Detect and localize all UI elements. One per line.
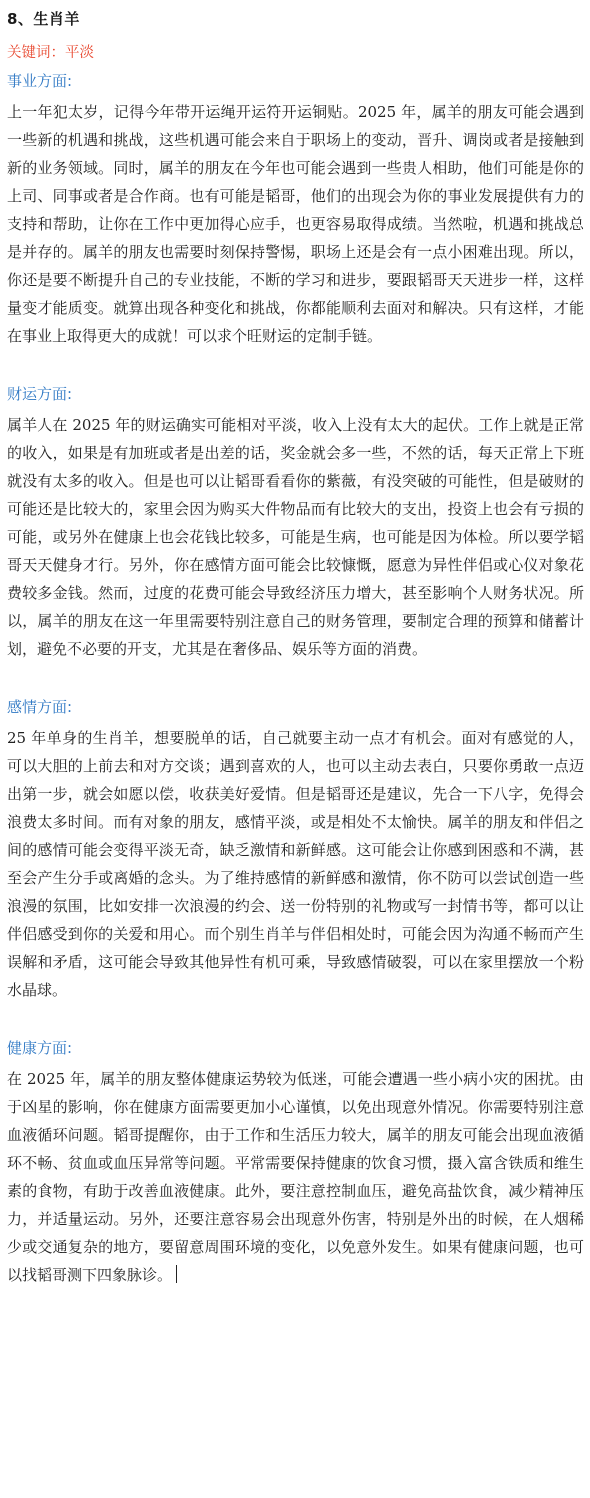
section-label-health: 健康方面:: [7, 1039, 73, 1057]
section-label-career: 事业方面:: [7, 72, 73, 90]
section-spacer: [7, 1004, 584, 1037]
section-label-wealth: 财运方面:: [7, 385, 73, 403]
article-title: 8、生肖羊: [7, 10, 80, 28]
section-text-career: 上一年犯太岁，记得今年带开运绳开运符开运铜贴。2025 年，属羊的朋友可能会遇到一些新的机遇和挑战，这些机遇可能会来自于职场上的变动，晋升、调岗或者是接触到新的业务领域。同时，属羊的朋友在今年也可能会遇到一些贵人相助，他们可能是你的上司、同事或者是合作商。也有可能是韬哥，他们的出现会为你的事业发展提供有力的支持和帮助，让你在工作中更加得心应手，也更容易取得成绩。当然啦，机遇和挑战总是并存的。属羊的朋友也需要时刻保持警惕，职场上还是会有一点小困难出现。所以，你还是要不断提升自己的专业技能，不断的学习和进步，要跟韬哥天天进步一样，这样量变才能质变。就算出现各种变化和挑战，你都能顺利去面对和解决。只有这样，才能在事业上取得更大的成就！可以求个旺财运的定制手链。: [7, 103, 584, 345]
section-spacer: [7, 350, 584, 383]
section-text-health-content: 在 2025 年，属羊的朋友整体健康运势较为低迷，可能会遭遇一些小病小灾的困扰。由于凶星的影响，你在健康方面需要更加小心谨慎，以免出现意外情况。你需要特别注意血液循环问题。韬哥提醒你，由于工作和生活压力较大，属羊的朋友可能会出现血液循环不畅、贫血或血压异常等问题。平常需要保持健康的饮食习惯，摄入富含铁质和维生素的食物，有助于改善血液健康。此外，要注意控制血压，避免高盐饮食，减少精神压力，并适量运动。另外，还要注意容易会出现意外伤害，特别是外出的时候，在人烟稀少或交通复杂的地方，要留意周围环境的变化，以免意外发生。如果有健康问题，也可以找韬哥测下四象脉诊。: [7, 1070, 584, 1284]
section-text-love: 25 年单身的生肖羊，想要脱单的话，自己就要主动一点才有机会。面对有感觉的人，可以大胆的上前去和对方交谈；遇到喜欢的人，也可以主动去表白，只要你勇敢一点迈出第一步，就会如愿以偿，收获美好爱情。但是韬哥还是建议，先合一下八字，免得会浪费太多时间。而有对象的朋友，感情平淡，或是相处不太愉快。属羊的朋友和伴侣之间的感情可能会变得平淡无奇，缺乏激情和新鲜感。这可能会让你感到困惑和不满，甚至会产生分手或离婚的念头。为了维持感情的新鲜感和激情，你不防可以尝试创造一些浪漫的氛围，比如安排一次浪漫的约会、送一份特别的礼物或写一封情书等，都可以让伴侣感受到你的关爱和用心。而个别生肖羊与伴侣相处时，可能会因为沟通不畅而产生误解和矛盾，这可能会导致其他异性有机可乘，导致感情破裂，可以在家里摆放一个粉水晶球。: [7, 729, 584, 999]
keyword-line: 关键词：平淡: [7, 45, 94, 61]
text-cursor: [176, 1265, 177, 1283]
section-label-love: 感情方面:: [7, 698, 73, 716]
article: [7, 8, 584, 1289]
section-text-health[interactable]: [7, 1065, 584, 1289]
section-text-wealth: 属羊人在 2025 年的财运确实可能相对平淡，收入上没有太大的起伏。工作上就是正常的收入，如果是有加班或者是出差的话，奖金就会多一些，不然的话，每天正常上下班就没有太多的收入。但是也可以让韬哥看看你的紫薇，有没突破的可能性，但是破财的可能还是比较大的，家里会因为购买大件物品而有比较大的支出，投资上也会有亏损的可能，或另外在健康上也会花钱比较多，可能是生病，也可能是因为体检。所以要学韬哥天天健身才行。另外，你在感情方面可能会比较慷慨，愿意为异性伴侣或心仪对象花费较多金钱。然而，过度的花费可能会导致经济压力增大，甚至影响个人财务状况。所以，属羊的朋友在这一年里需要特别注意自己的财务管理，要制定合理的预算和储蓄计划，避免不必要的开支，尤其是在奢侈品、娱乐等方面的消费。: [7, 416, 584, 658]
section-spacer: [7, 663, 584, 696]
